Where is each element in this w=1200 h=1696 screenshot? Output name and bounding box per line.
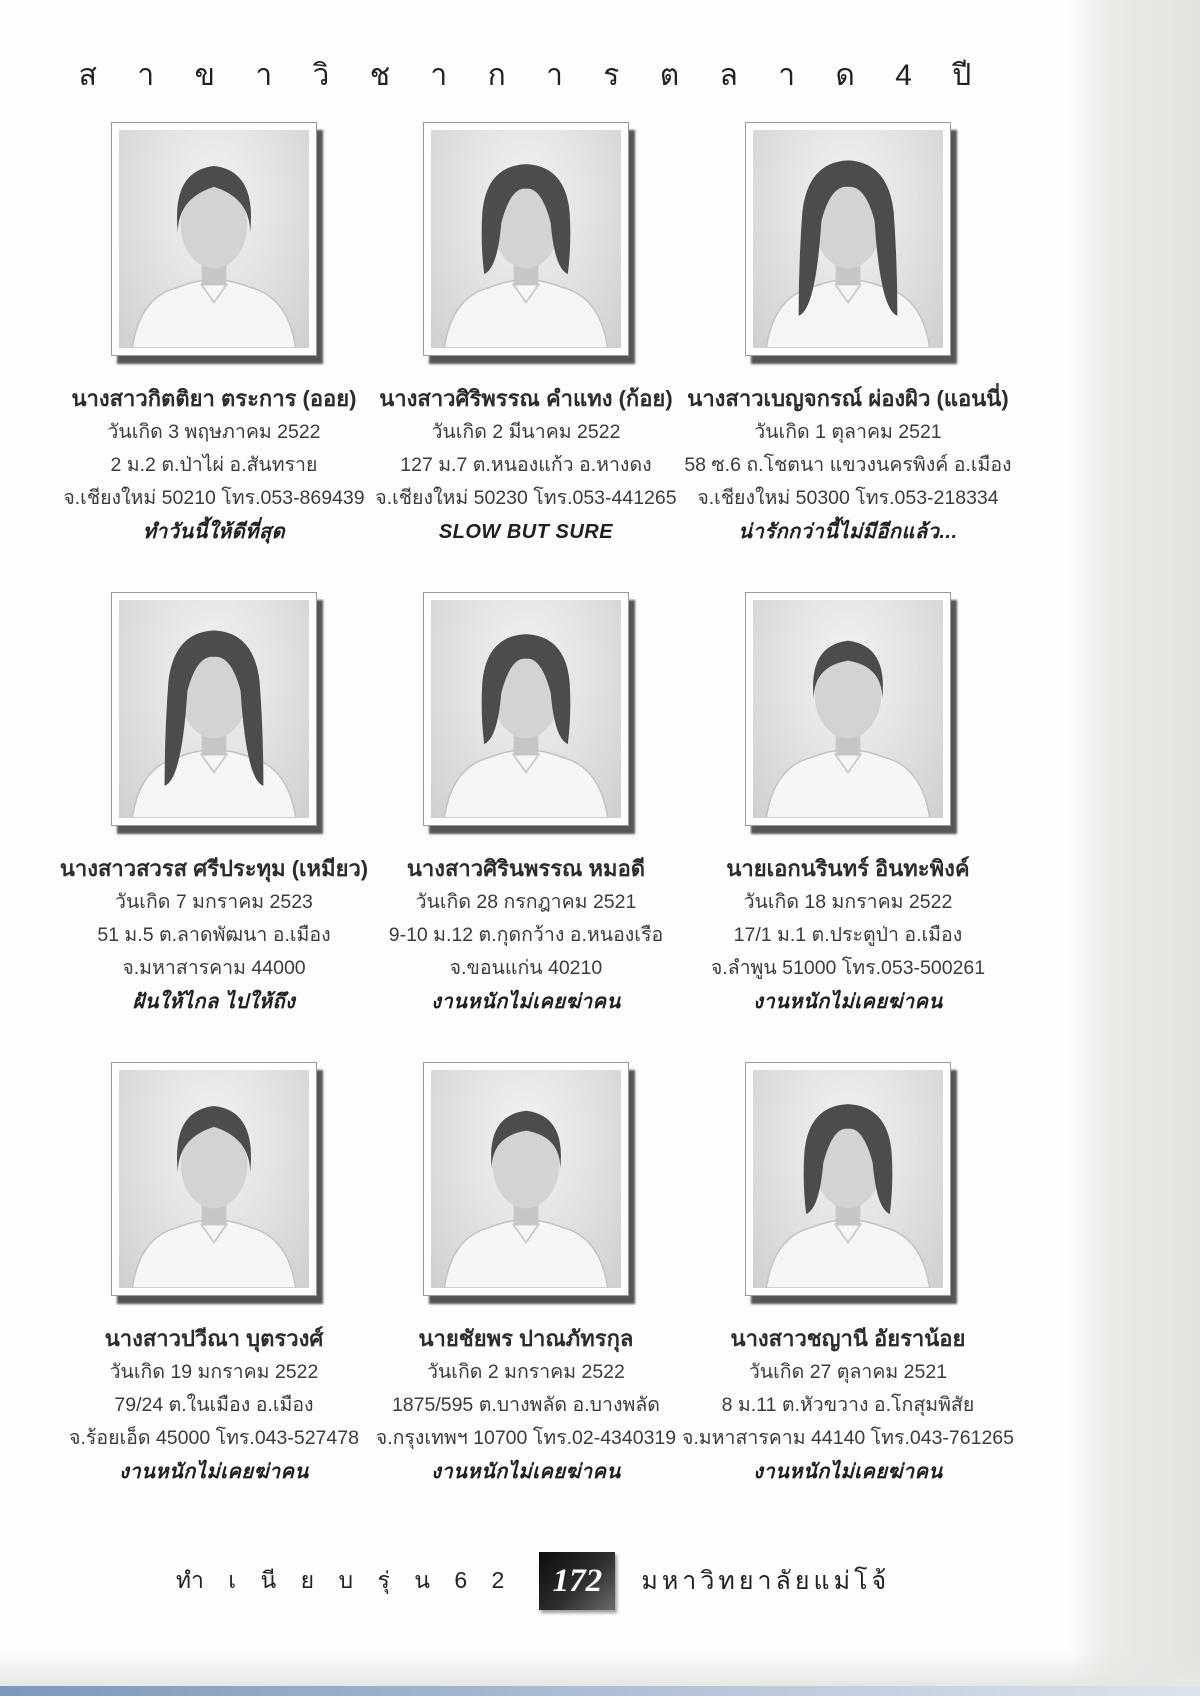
student-card	[370, 122, 682, 560]
student-address: 58 ซ.6 ถ.โชตนา แขวงนครพิงค์ อ.เมือง	[684, 454, 1012, 476]
scan-edge-right	[1068, 0, 1200, 1696]
portrait-silhouette-icon	[431, 130, 621, 348]
portrait-photo	[111, 1062, 317, 1296]
page-number-box	[539, 1552, 615, 1610]
student-province: จ.เชียงใหม่ 50230 โทร.053-441265	[375, 487, 677, 509]
student-name: นางสาวศิริพรรณ คำแทง (ก้อย)	[379, 386, 673, 411]
portrait-photo	[111, 592, 317, 826]
student-motto: งานหนักไม่เคยฆ่าคน	[431, 991, 621, 1013]
student-motto: งานหนักไม่เคยฆ่าคน	[753, 991, 943, 1013]
student-card	[682, 122, 1014, 560]
portrait-photo	[745, 592, 951, 826]
portrait-photo	[745, 1062, 951, 1296]
student-motto: งานหนักไม่เคยฆ่าคน	[431, 1461, 621, 1483]
student-province: จ.ร้อยเอ็ด 45000 โทร.043-527478	[69, 1427, 359, 1449]
portrait-photo	[745, 122, 951, 356]
student-card	[58, 122, 370, 560]
portrait-silhouette-icon	[431, 600, 621, 818]
student-card	[58, 592, 370, 1030]
student-name: นางสาวสวรส ศรีประทุม (เหมียว)	[59, 856, 369, 881]
student-card	[58, 1062, 370, 1500]
student-birthdate: วันเกิด 28 กรกฎาคม 2521	[415, 891, 637, 913]
footer-university-label: มหาวิทยาลัยแม่โจ้	[641, 1567, 891, 1595]
student-motto: ทำวันนี้ให้ดีที่สุด	[142, 521, 286, 543]
student-address: 127 ม.7 ต.หนองแก้ว อ.หางดง	[400, 454, 652, 476]
student-name: นางสาวชญานี อัยราน้อย	[730, 1326, 966, 1351]
portrait-silhouette-icon	[753, 600, 943, 818]
student-province: จ.ลำพูน 51000 โทร.053-500261	[710, 957, 986, 979]
student-province: จ.กรุงเทพฯ 10700 โทร.02-4340319	[375, 1427, 677, 1449]
portrait-silhouette-icon	[119, 600, 309, 818]
student-motto: ฝันให้ไกล ไปให้ถึง	[132, 991, 296, 1013]
student-address: 8 ม.11 ต.หัวขวาง อ.โกสุมพิสัย	[721, 1394, 975, 1416]
portrait-silhouette-icon	[753, 1070, 943, 1288]
student-address: 2 ม.2 ต.ป่าไผ่ อ.สันทราย	[110, 454, 318, 476]
student-province: จ.เชียงใหม่ 50300 โทร.053-218334	[697, 487, 999, 509]
student-birthdate: วันเกิด 19 มกราคม 2522	[109, 1361, 319, 1383]
student-address: 9-10 ม.12 ต.กุดกว้าง อ.หนองเรือ	[388, 924, 664, 946]
student-province: จ.มหาสารคาม 44000	[122, 957, 306, 979]
student-name: นายเอกนรินทร์ อินทะพิงค์	[726, 856, 970, 881]
student-card	[370, 1062, 682, 1500]
student-address: 17/1 ม.1 ต.ประตูป่า อ.เมือง	[733, 924, 963, 946]
portrait-photo	[111, 122, 317, 356]
student-name: นางสาวเบญจกรณ์ ผ่องผิว (แอนนี่)	[687, 386, 1009, 411]
student-birthdate: วันเกิด 18 มกราคม 2522	[743, 891, 953, 913]
student-birthdate: วันเกิด 3 พฤษภาคม 2522	[107, 421, 321, 443]
student-address: 79/24 ต.ในเมือง อ.เมือง	[114, 1394, 314, 1416]
portrait-silhouette-icon	[431, 1070, 621, 1288]
student-motto: งานหนักไม่เคยฆ่าคน	[119, 1461, 309, 1483]
student-province: จ.เชียงใหม่ 50210 โทร.053-869439	[63, 487, 365, 509]
student-grid	[58, 122, 1014, 1500]
page-number: 172	[552, 1562, 603, 1599]
student-address: 51 ม.5 ต.ลาดพัฒนา อ.เมือง	[97, 924, 331, 946]
student-province: จ.ขอนแก่น 40210	[449, 957, 603, 979]
footer-series-label: ทำ เ นี ย บ รุ่ น 6 2	[175, 1567, 514, 1593]
student-birthdate: วันเกิด 2 มีนาคม 2522	[431, 421, 621, 443]
portrait-photo	[423, 122, 629, 356]
student-birthdate: วันเกิด 27 ตุลาคม 2521	[748, 1361, 948, 1383]
student-birthdate: วันเกิด 1 ตุลาคม 2521	[754, 421, 942, 443]
student-name: นางสาวปวีณา บุตรวงศ์	[104, 1326, 324, 1351]
student-motto: งานหนักไม่เคยฆ่าคน	[753, 1461, 943, 1483]
scan-edge-bottom	[0, 1652, 1200, 1686]
portrait-silhouette-icon	[119, 1070, 309, 1288]
page-footer	[0, 1552, 1066, 1610]
student-name: นางสาวศิรินพรรณ หมอดี	[406, 856, 646, 881]
student-province: จ.มหาสารคาม 44140 โทร.043-761265	[681, 1427, 1014, 1449]
student-name: นางสาวกิตติยา ตระการ (ออย)	[71, 386, 357, 411]
student-motto: SLOW BUT SURE	[438, 521, 614, 543]
student-birthdate: วันเกิด 7 มกราคม 2523	[115, 891, 313, 913]
student-card	[682, 592, 1014, 1030]
portrait-photo	[423, 1062, 629, 1296]
student-card	[370, 592, 682, 1030]
portrait-photo	[423, 592, 629, 826]
student-address: 1875/595 ต.บางพลัด อ.บางพลัด	[391, 1394, 660, 1416]
student-motto: น่ารักกว่านี้ไม่มีอีกแล้ว...	[738, 521, 958, 543]
portrait-silhouette-icon	[119, 130, 309, 348]
student-name: นายชัยพร ปาณภัทรกุล	[418, 1326, 634, 1351]
scan-edge-blue-strip	[0, 1686, 1200, 1696]
portrait-silhouette-icon	[753, 130, 943, 348]
page-title: ส า ข า วิ ช า ก า ร ต ล า ด 4 ปี	[78, 59, 988, 92]
student-card	[682, 1062, 1014, 1500]
student-birthdate: วันเกิด 2 มกราคม 2522	[427, 1361, 625, 1383]
